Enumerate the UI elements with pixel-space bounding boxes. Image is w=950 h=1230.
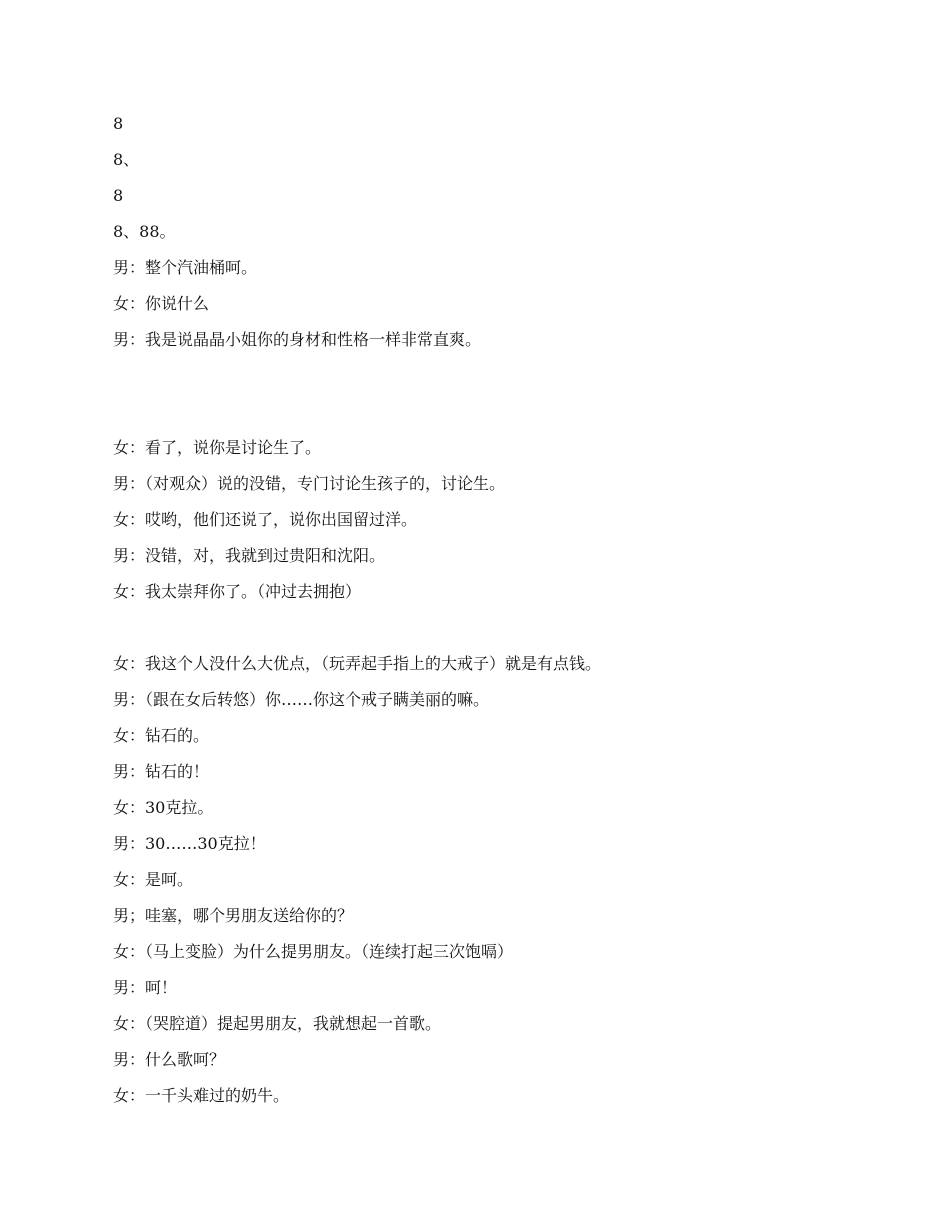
dialogue-line: 女：一千头难过的奶牛。 bbox=[113, 1086, 290, 1105]
dialogue-line: 男：（跟在女后转悠）你……你这个戒子瞒美丽的嘛。 bbox=[113, 690, 490, 709]
dialogue-line: 男：呵！ bbox=[113, 978, 178, 997]
dialogue-line: 男：整个汽油桶呵。 bbox=[113, 258, 258, 277]
text-line: 8、 bbox=[113, 150, 140, 169]
dialogue-line: 女：我太崇拜你了。（冲过去拥抱） bbox=[113, 582, 362, 601]
dialogue-line: 女：30克拉。 bbox=[113, 798, 214, 817]
dialogue-line: 男：什么歌呵？ bbox=[113, 1050, 226, 1069]
dialogue-line: 男；哇塞，哪个男朋友送给你的？ bbox=[113, 906, 354, 925]
dialogue-line: 男：没错，对，我就到过贵阳和沈阳。 bbox=[113, 546, 386, 565]
dialogue-line: 女：我这个人没什么大优点，（玩弄起手指上的大戒子）就是有点钱。 bbox=[113, 654, 602, 673]
dialogue-line: 女：（马上变脸）为什么提男朋友。（连续打起三次饱嗝） bbox=[113, 942, 514, 961]
dialogue-line: 女：（哭腔道）提起男朋友，我就想起一首歌。 bbox=[113, 1014, 442, 1033]
dialogue-text bbox=[113, 112, 873, 1120]
dialogue-line: 男：30……30克拉！ bbox=[113, 834, 266, 853]
dialogue-line: 男：钻石的！ bbox=[113, 762, 210, 781]
dialogue-line: 女：钻石的。 bbox=[113, 726, 210, 745]
dialogue-line: 男：我是说晶晶小姐你的身材和性格一样非常直爽。 bbox=[113, 330, 482, 349]
dialogue-line: 女：是呵。 bbox=[113, 870, 194, 889]
text-line: 8、88。 bbox=[113, 222, 176, 241]
dialogue-line: 男：（对观众）说的没错，专门讨论生孩子的，讨论生。 bbox=[113, 474, 506, 493]
dialogue-line: 女：你说什么 bbox=[113, 294, 210, 313]
dialogue-line: 女：哎哟，他们还说了，说你出国留过洋。 bbox=[113, 510, 418, 529]
text-line: 8 bbox=[113, 186, 124, 205]
text-line: 8 bbox=[113, 114, 124, 133]
dialogue-line: 女：看了，说你是讨论生了。 bbox=[113, 438, 322, 457]
